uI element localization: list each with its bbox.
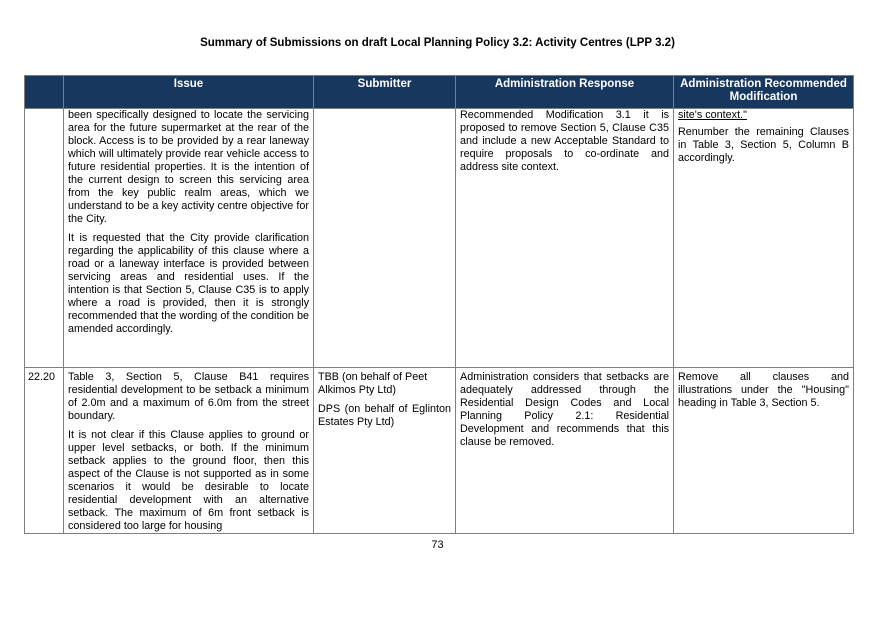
page-number: 73 [431, 539, 444, 551]
issue-paragraph: It is requested that the City provide clarification regarding the applicability of this clause where a road or a laneway interface is provided between servicing areas and residential uses. If the intention is that Section 5, Clause C35 is to apply where a road is provided, then it is strongly recommended that the wording of the condition be amended accordingly. [68, 232, 309, 335]
response-cell [456, 368, 674, 534]
issue-paragraph: Table 3, Section 5, Clause B41 requires residential development to be setback a minimum of 2.0m and a maximum of 6.0m from the street boundary. [68, 371, 309, 422]
response-cell [456, 109, 674, 368]
header-recommended-modification: Administration Recommended Modification [674, 76, 854, 109]
submission-number: 22.20 [25, 368, 64, 534]
issue-paragraph: been specifically designed to locate the servicing area for the future supermarket at the rear of the block. Access is to be provided by a rear laneway which will ultimately provide rear vehicle access to future residential properties. It is the intention of the current design to screen this servicing area from the key public realm areas, which we understand to be a key activity centre objective for the City. [68, 109, 309, 225]
table-row [25, 368, 854, 534]
header-administration-response: Administration Response [456, 76, 674, 109]
modification-paragraph: Remove all clauses and illustrations under the "Housing" heading in Table 3, Section 5. [678, 371, 849, 409]
header-number [25, 76, 64, 109]
response-paragraph: Recommended Modification 3.1 it is proposed to remove Section 5, Clause C35 and include a new Acceptable Standard to require proposals to co-ordinate and address site context. [460, 109, 669, 173]
modification-cell [674, 368, 854, 534]
header-issue: Issue [64, 76, 314, 109]
modification-cell [674, 109, 854, 368]
submission-number [25, 109, 64, 368]
table-row [25, 109, 854, 368]
submissions-table [24, 75, 854, 534]
modification-paragraph: Renumber the remaining Clauses in Table 3, Section 5, Column B accordingly. [678, 126, 849, 164]
modification-underlined-text: site's context." [678, 109, 747, 121]
issue-cell [64, 368, 314, 534]
issue-paragraph: It is not clear if this Clause applies to ground or upper level setbacks, or both. If the minimum setback applies to the ground floor, then this aspect of the Clause is not supported as in some scenarios it would be desirable to locate residential development with an alternative setback. The maximum of 6m front setback is considered too large for housing [68, 429, 309, 532]
response-paragraph: Administration considers that setbacks are adequately addressed through the Residential Design Codes and Local Planning Policy 2.1: Residential Development and recommends that this clause be removed. [460, 371, 669, 448]
header-submitter: Submitter [314, 76, 456, 109]
submitter-cell [314, 109, 456, 368]
page-title: Summary of Submissions on draft Local Planning Policy 3.2: Activity Centres (LPP 3.2) [200, 37, 675, 49]
submitter-cell [314, 368, 456, 534]
submitter-name: DPS (on behalf of Eglinton Estates Pty Ltd) [318, 403, 451, 428]
table-header-row [25, 76, 854, 109]
submitter-name: TBB (on behalf of Peet Alkimos Pty Ltd) [318, 371, 428, 396]
issue-cell [64, 109, 314, 368]
